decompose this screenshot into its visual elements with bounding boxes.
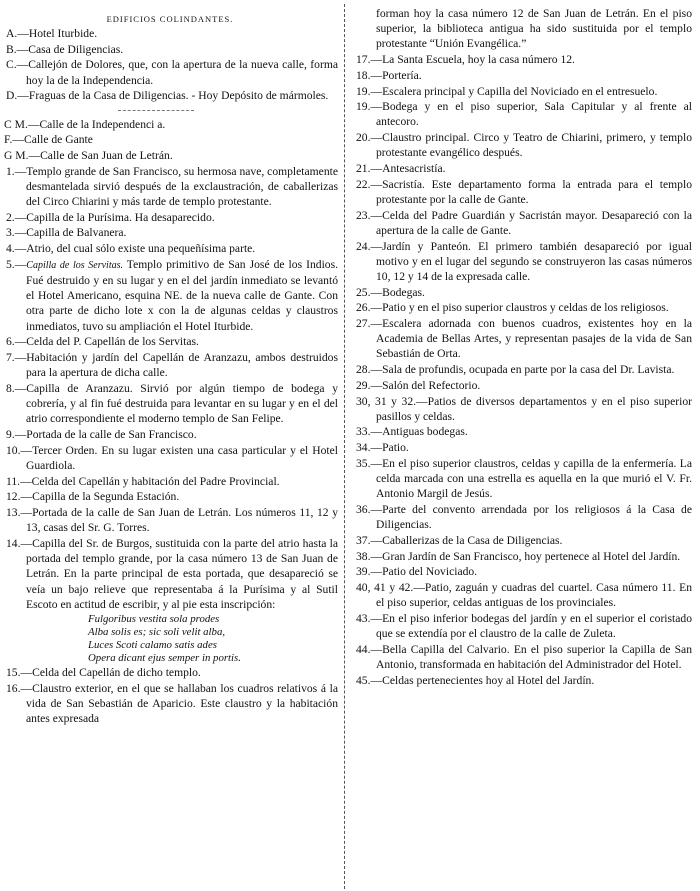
- legend-entry: [352, 378, 692, 393]
- entry-text: Patio y en el piso superior claustros y celdas de los religiosos.: [382, 301, 669, 315]
- entry-text: Bella Capilla del Calvario. En el piso superior la Capilla de San Antonio, transformada en habitación del Administrador del Hotel.: [376, 642, 692, 672]
- entry-text: Patio.: [382, 441, 409, 455]
- entry-text: Fraguas de la Casa de Diligencias. - Hoy Depósito de mármoles.: [28, 89, 329, 103]
- entry-key: 24.—: [356, 239, 383, 253]
- entry-text: Salón del Refectorio.: [382, 378, 481, 392]
- entry-text: Patios de diversos departamentos y en el piso superior pasillos y celdas.: [376, 394, 692, 423]
- legend-entry: [352, 456, 692, 502]
- entry-key: 33.—: [356, 425, 383, 439]
- entry-text: Capilla del Sr. de Burgos, sustituida con la parte del atrio hasta la portada del templo grande, por la casa número 13 de San Juan de Letrán. En la parte principal de esta portada, que desapareció se veía un bajo relieve que representaba á la Purísima y al Sutil Escoto en actitud de escribir, y al pie esta inscripción:: [26, 537, 338, 611]
- legend-entry: [2, 350, 338, 380]
- entry-key: 18.—: [356, 68, 383, 82]
- entry-key: A.—: [6, 27, 29, 40]
- entry-text: Antesacristía.: [382, 162, 446, 176]
- entry-key: 13.—: [6, 506, 33, 520]
- legend-entry: [2, 225, 338, 240]
- entry-key: 44.—: [356, 642, 383, 656]
- legend-entry: [352, 533, 692, 548]
- inscription-line: Alba solis es; sic soli velit alba,: [88, 625, 226, 638]
- entry-text: Capilla de la Segunda Estación.: [32, 490, 180, 504]
- legend-entry: [352, 285, 692, 300]
- left-entries-list: [2, 164, 338, 612]
- entry-text: Portería.: [382, 68, 422, 82]
- entry-key: 1.—: [6, 164, 27, 178]
- entry-key: F.—: [4, 133, 25, 147]
- continued-entry-text: forman hoy la casa número 12 de San Juan de Letrán. En el piso superior, la biblioteca antigua ha sido sustituida por el templo protestante “Unión Evangélica.”: [376, 7, 692, 51]
- legend-entry: [2, 474, 338, 489]
- entry-key: 38.—: [356, 549, 383, 563]
- entry-key: 22.—: [356, 177, 383, 191]
- streets-list: [2, 117, 338, 164]
- section-rule: [118, 110, 194, 111]
- entry-key: 34.—: [356, 441, 383, 455]
- entry-text: Caballerizas de la Casa de Diligencias.: [382, 533, 563, 547]
- legend-entry: [352, 130, 692, 160]
- entry-text: Hotel Iturbide.: [28, 27, 98, 40]
- entry-text: Sala de profundis, ocupada en parte por la casa del Dr. Lavista.: [382, 363, 675, 377]
- entry-key: 30, 31 y 32.—: [356, 394, 428, 408]
- legend-entry: [352, 424, 692, 439]
- adjacent-building-item: [2, 26, 338, 41]
- entry-key: 39.—: [356, 565, 383, 579]
- entry-text: Antiguas bodegas.: [382, 425, 468, 439]
- inscription: [2, 613, 338, 666]
- legend-entry: [352, 502, 692, 532]
- inscription-line: Luces Scoti calamo satis ades: [88, 638, 217, 651]
- section-heading: EDIFICIOS COLINDANTES.: [106, 14, 234, 24]
- entry-text: Celda del Padre Guardián y Sacristán mayor. Desapareció con la apertura de la calle de Gante.: [376, 208, 692, 237]
- legend-entry: [2, 241, 338, 256]
- entry-key: 17.—: [356, 53, 383, 67]
- entry-text: Bodega y en el piso superior, Sala Capitular y al frente al antecoro.: [376, 100, 692, 129]
- entry-key: 25.—: [356, 285, 383, 299]
- entry-text: Gran Jardín de San Francisco, hoy pertenece al Hotel del Jardín.: [382, 549, 681, 563]
- entry-key: 20.—: [356, 131, 383, 145]
- legend-entry: [2, 427, 338, 442]
- legend-entry: [352, 99, 692, 129]
- legend-entry: [2, 334, 338, 349]
- legend-entry: [2, 681, 338, 727]
- street-item: [2, 117, 338, 132]
- legend-entry: [2, 489, 338, 504]
- legend-entry: [352, 549, 692, 564]
- entry-text: Calle de Gante: [24, 133, 93, 147]
- entry-key: 10.—: [6, 443, 33, 457]
- entry-text: Casa de Diligencias.: [28, 42, 124, 56]
- entry-text: Sacristía. Este departamento forma la entrada para el templo protestante por la calle de Gante.: [376, 177, 692, 206]
- entry-key: 15.—: [6, 666, 33, 680]
- entry-text: Templo grande de San Francisco, su hermosa nave, completamente desmantelada sirvió después de la exclaustración, de caballerizas del Circo Chiarini y más tarde de templo protestante.: [26, 164, 338, 209]
- entry-key: 26.—: [356, 301, 383, 315]
- legend-entry: [352, 300, 692, 315]
- right-column: [352, 0, 692, 688]
- entry-text: Celdas pertenecientes hoy al Hotel del Jardín.: [382, 673, 595, 687]
- legend-entry: [2, 443, 338, 473]
- adjacent-building-item: [2, 42, 338, 57]
- street-item: [2, 148, 338, 163]
- legend-entry: [352, 52, 692, 67]
- entry-text: Patio, zaguán y cuadras del cuartel. Casa número 11. En el piso superior, celdas antiguas de los provinciales.: [376, 581, 692, 610]
- entry-text: Portada de la calle de San Francisco.: [26, 428, 197, 442]
- entry-key: 9.—: [6, 428, 27, 442]
- legend-entry: [2, 381, 338, 427]
- legend-entry: [352, 394, 692, 424]
- entry-key: 4.—: [6, 242, 27, 256]
- entry-key: C.—: [6, 58, 29, 72]
- entry-key: 6.—: [6, 335, 27, 349]
- legend-entry: [2, 210, 338, 225]
- entry-key: 11.—: [6, 474, 32, 488]
- entry-text: Habitación y jardín del Capellán de Aranzazu, ambos destruidos para la apertura de dicha calle.: [26, 351, 338, 380]
- legend-entry: [352, 68, 692, 83]
- legend-entry: [2, 164, 338, 210]
- legend-entry: [2, 665, 338, 680]
- entry-key: 2.—: [6, 210, 27, 224]
- entry-key: 40, 41 y 42.—: [356, 581, 425, 595]
- entry-key: 45.—: [356, 673, 383, 687]
- entry-key: 16.—: [6, 682, 33, 696]
- adjacent-building-item: [2, 88, 338, 103]
- entry-text: Celda del P. Capellán de los Servitas.: [26, 335, 199, 349]
- entry-text: Portada de la calle de San Juan de Letrán. Los números 11, 12 y 13, casas del Sr. G. Torres.: [26, 506, 338, 535]
- legend-entry: [352, 611, 692, 641]
- entry-key: C M.—: [4, 117, 40, 131]
- street-item: [2, 132, 338, 147]
- entry-key: 19.—: [356, 100, 383, 114]
- legend-entry: [352, 362, 692, 377]
- entry-key: 23.—: [356, 208, 383, 222]
- entry-text: Jardín y Panteón. El primero también desapareció por igual motivo y en el lugar del segundo se construyeron las casas números 10, 12 y 14 de la expresada calle.: [376, 239, 692, 283]
- legend-entry: [352, 239, 692, 285]
- legend-entry: [352, 316, 692, 362]
- entry-text: Atrio, del cual sólo existe una pequeñísima parte.: [26, 242, 256, 256]
- entry-key: 3.—: [6, 226, 27, 240]
- entry-text: Claustro principal. Circo y Teatro de Chiarini, primero, y templo protestante evangélico después.: [376, 131, 692, 160]
- legend-entry: [2, 505, 338, 535]
- entry-text: Templo primitivo de San José de los Indios. Fué destruido y en su lugar y en el del jardín inmediato se levantó el Hotel Americano, esquina NE. de la nueva calle de Gante. Con otra parte de dicho lote x con la de algunas celdas y claustros inmediatos, tuvo su ampliación el Hotel Iturbide.: [26, 257, 338, 333]
- entry-key: 27.—: [356, 317, 383, 331]
- entry-text: Bodegas.: [382, 285, 425, 299]
- legend-entry: [352, 440, 692, 455]
- entry-key: 35.—: [356, 456, 383, 470]
- entry-key: 7.—: [6, 351, 27, 365]
- entry-key: 19.—: [356, 84, 383, 98]
- entry-text: Parte del convento arrendada por los religiosos á la Casa de Diligencias.: [376, 503, 692, 532]
- legend-entry: [352, 642, 692, 672]
- entry-key: 36.—: [356, 503, 383, 516]
- entry-text: Celda del Capellán de dicho templo.: [32, 666, 201, 680]
- entry-key: 29.—: [356, 378, 383, 392]
- entry-key: G M.—: [4, 148, 41, 162]
- left-entries-after-list: [2, 665, 338, 726]
- adjacent-building-item: [2, 57, 338, 87]
- entry-text: En el piso superior claustros, celdas y capilla de la enfermería. La celda marcada con una estrella es aquella en la que murió el V. Fr. Antonio Margil de Jesús.: [376, 456, 692, 501]
- entry-text: Calle de San Juan de Letrán.: [40, 148, 173, 162]
- entry-text: Tercer Orden. En su lugar existen una casa particular y el Hotel Guardiola.: [26, 443, 338, 472]
- entry-text: Celda del Capellán y habitación del Padre Provincial.: [31, 474, 280, 488]
- legend-entry: [352, 580, 692, 610]
- entry-key: 43.—: [356, 611, 383, 625]
- entry-text: Capilla de Balvanera.: [26, 226, 127, 240]
- entry-text: Calle de la Independenci a.: [39, 117, 166, 131]
- entry-text: Claustro exterior, en el que se hallaban los cuadros relativos á la vida de San Sebastián de Aparicio. Este claustro y la habitación antes expresada: [26, 682, 338, 726]
- right-entries-list: [352, 52, 692, 688]
- entry-key: 21.—: [356, 162, 383, 176]
- inscription-line: Fulgoribus vestita sola prodes: [88, 612, 220, 625]
- inscription-line: Opera dicant ejus semper in portis.: [88, 652, 241, 665]
- entry-text: Callejón de Dolores, que, con la apertura de la nueva calle, forma hoy la de la Independencia.: [26, 58, 338, 87]
- entry-key: 5.—: [6, 257, 27, 271]
- entry-text: Capilla de Aranzazu. Sirvió por algún tiempo de bodega y cobrería, y al fin fué destruida para levantar en su lugar y en el del atrio correspondiente el moderno templo de San Felipe.: [26, 381, 338, 426]
- entry-key: 12.—: [6, 490, 33, 504]
- legend-entry: [352, 177, 692, 207]
- legend-entry: [352, 208, 692, 238]
- entry-key: 28.—: [356, 363, 383, 377]
- legend-entry: [2, 257, 338, 334]
- entry-italic-title: Capilla de los Servitas.: [26, 259, 123, 271]
- entry-key: 14.—: [6, 537, 33, 550]
- entry-text: Escalera adornada con buenos cuadros, existentes hoy en la Academia de Bellas Artes, y representan pasajes de la vida de San Sebastián de Orta.: [376, 317, 692, 361]
- legend-entry: [2, 536, 338, 612]
- entry-text: Capilla de la Purísima. Ha desaparecido.: [26, 210, 215, 224]
- legend-entry: [352, 161, 692, 176]
- entry-text: La Santa Escuela, hoy la casa número 12.: [382, 53, 575, 67]
- entry-text: Escalera principal y Capilla del Noviciado en el entresuelo.: [382, 84, 658, 98]
- left-column: [2, 0, 338, 727]
- legend-entry: [352, 564, 692, 579]
- entry-text: Patio del Noviciado.: [382, 565, 478, 579]
- legend-entry: [352, 673, 692, 688]
- adjacent-buildings-list: [2, 26, 338, 104]
- legend-entry: [352, 84, 692, 99]
- entry-key: B.—: [6, 42, 29, 56]
- entry-key: 8.—: [6, 381, 27, 395]
- entry-key: 37.—: [356, 533, 383, 547]
- entry-key: D.—: [6, 89, 29, 103]
- entry-text: En el piso inferior bodegas del jardín y en el superior el coristado que se extendía por el claustro de la calle de Zuleta.: [376, 611, 692, 641]
- column-divider: [344, 4, 345, 889]
